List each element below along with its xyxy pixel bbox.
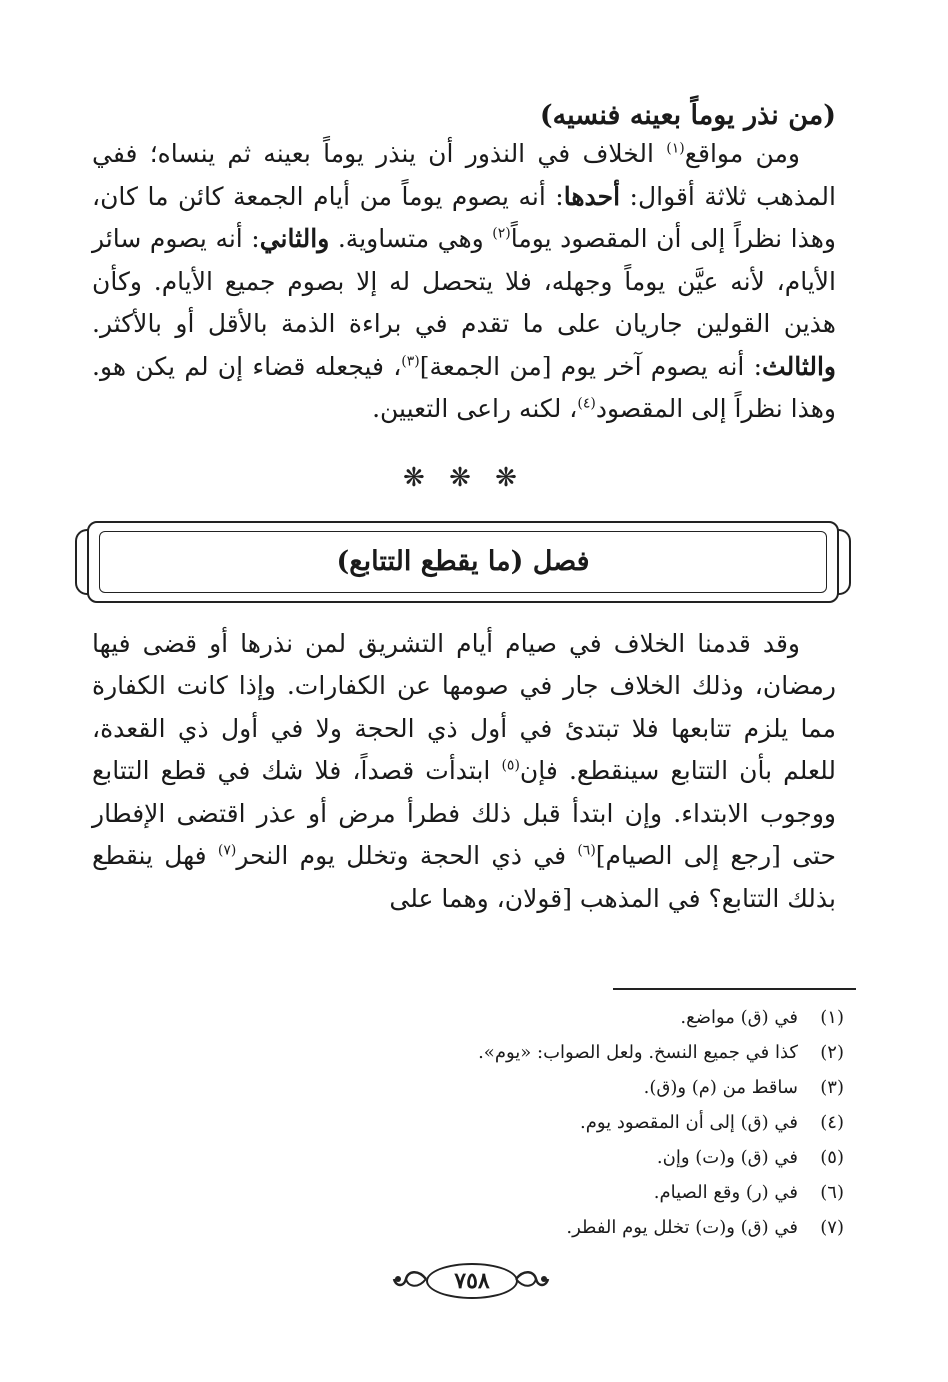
footnotes xyxy=(244,1000,844,1245)
footnote-item: (٥) في (ق) و(ت) وإن. xyxy=(656,1147,844,1168)
separator-ornament: ❋ ❋ ❋ xyxy=(403,462,525,493)
page-number: ٧٥٨ xyxy=(426,1263,518,1299)
frame-bracket-left xyxy=(75,529,89,595)
footnote-divider xyxy=(613,988,856,990)
footnote-item: (٢) كذا في جميع النسخ. ولعل الصواب: «يوم». xyxy=(478,1042,844,1063)
footnote-ref-7[interactable]: (٧) xyxy=(217,842,237,859)
footnote-ref-1[interactable]: (١) xyxy=(666,140,685,157)
chapter-title-frame xyxy=(87,521,839,603)
footnote-ref-5[interactable]: (٥) xyxy=(501,757,520,774)
footnote-item: (١) في (ق) مواضع. xyxy=(680,1007,844,1028)
footnote-ref-4[interactable]: (٤) xyxy=(577,395,596,412)
chapter-title-inner xyxy=(99,531,827,593)
paragraph-1: ومن مواقع$^{(١)}$ الخلاف في النذور أن ينذر يوماً بعينه ثم ينساه؛ ففي المذهب ثلاثة أقوال: أحدها: أنه يصوم يوماً من أيام الجمعة كائن ما كان، وهذا نظراً إلى أن المقصود يوماً$^{(٢)}$ وهي متساوية. والثاني: أنه يصوم سائر الأيام، لأنه عيَّن يوماً وجهله، فلا يتحصل له إلا بصوم جميع الأيام. وكأن هذين القولين جاريان على ما تقدم في براءة الذمة بالأقل أو بالأكثر. والثالث: أنه يصوم آخر يوم [من الجمعة]$^{(٣)}$، فيجعله قضاء إن لم يكن هو. وهذا نظراً إلى المقصود$^{(٤)}$، لكنه راعى التعيين. xyxy=(92,139,836,423)
section-heading: (من نذر يوماً بعينه فنسيه) xyxy=(539,100,836,131)
footnote-item: (٣) ساقط من (م) و(ق). xyxy=(643,1077,844,1098)
paragraph-2: وقد قدمنا الخلاف في صيام أيام التشريق لمن نذرها أو قضى فيها رمضان، وذلك الخلاف جار في صومها عن الكفارات. وإذا كانت الكفارة مما يلزم تتابعها فلا تبتدئ في أول ذي الحجة ولا في أول ذي القعدة، للعلم بأن التتابع سينقطع. فإن$^{(٥)}$ ابتدأت قصداً، فلا شك في قطع التتابع ووجوب الابتداء. وإن ابتدأ قبل ذلك فطرأ مرض أو عذر اقتضى الإفطار حتى [رجع إلى الصيام]$^{(٦)}$ في ذي الحجة وتخلل يوم النحر$^{(٧)}$ فهل ينقطع بذلك التتابع؟ في المذهب [قولان، وهما على xyxy=(92,628,836,913)
frame-bracket-right xyxy=(837,529,851,595)
footnote-ref-3[interactable]: (٣) xyxy=(401,353,420,370)
page-body xyxy=(92,100,836,920)
footnote-item: (٦) في (ر) وقع الصيام. xyxy=(653,1182,844,1203)
chapter-title: فصل (ما يقطع التتابع) xyxy=(336,546,590,577)
page-number-ornament xyxy=(376,1261,566,1299)
footnote-ref-6[interactable]: (٦) xyxy=(577,842,596,859)
ornament-right-icon xyxy=(514,1261,550,1297)
footnote-ref-2[interactable]: (٢) xyxy=(492,225,511,242)
ornament-left-icon xyxy=(392,1261,428,1297)
footnote-item: (٤) في (ق) إلى أن المقصود يوم. xyxy=(579,1112,844,1133)
footnote-item: (٧) في (ق) و(ت) تخلل يوم الفطر. xyxy=(566,1217,844,1238)
